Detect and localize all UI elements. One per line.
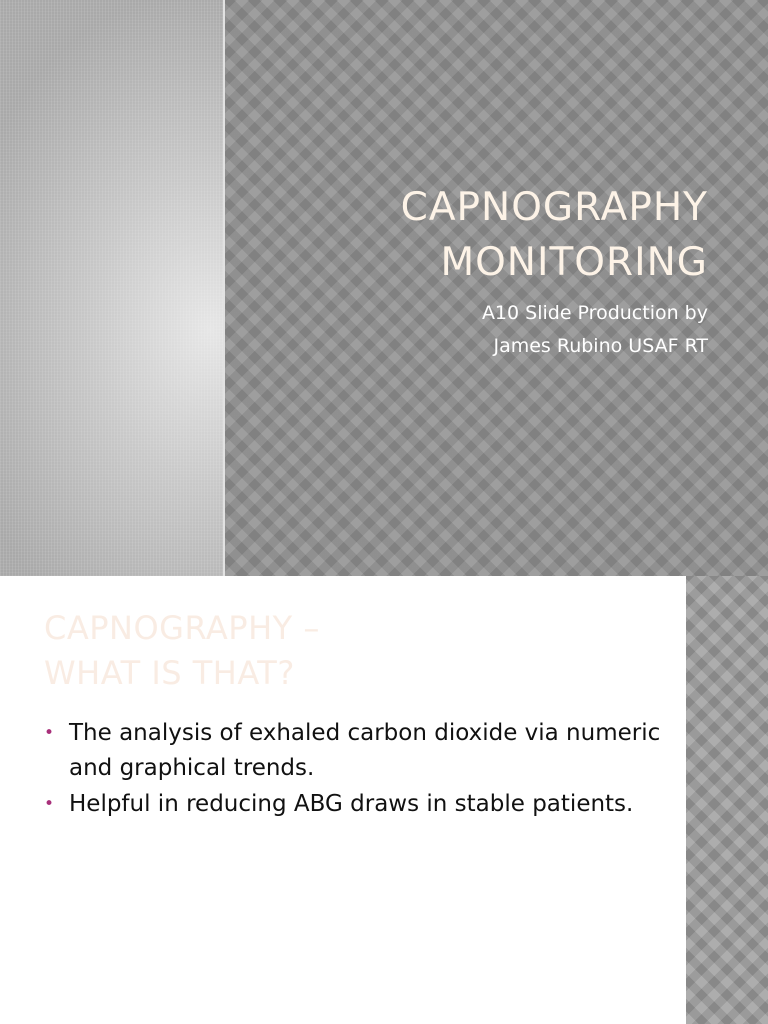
bullet-item (44, 716, 664, 786)
slide-title-line-2: MONITORING (440, 240, 708, 285)
slide-heading (44, 606, 664, 696)
bullet-icon: • (44, 794, 55, 814)
slide-heading-line-2: WHAT IS THAT? (44, 654, 295, 692)
slide-subtitle (268, 297, 708, 363)
bullet-icon: • (44, 723, 55, 743)
slide-heading-line-1: CAPNOGRAPHY – (44, 609, 320, 647)
gradient-panel (0, 0, 223, 576)
content-slide (0, 576, 768, 1024)
slide-title-line-1: CAPNOGRAPHY (400, 185, 708, 230)
slide-subtitle-line-1: A10 Slide Production by (481, 302, 708, 324)
bullet-item (44, 787, 664, 822)
slide-subtitle-line-2: James Rubino USAF RT (493, 335, 708, 357)
bullet-list (44, 716, 664, 823)
slide-title (268, 180, 708, 290)
pattern-strip (686, 576, 768, 1024)
bullet-text: The analysis of exhaled carbon dioxide via numeric and graphical trends. (69, 720, 661, 781)
bullet-text: Helpful in reducing ABG draws in stable patients. (69, 791, 634, 817)
